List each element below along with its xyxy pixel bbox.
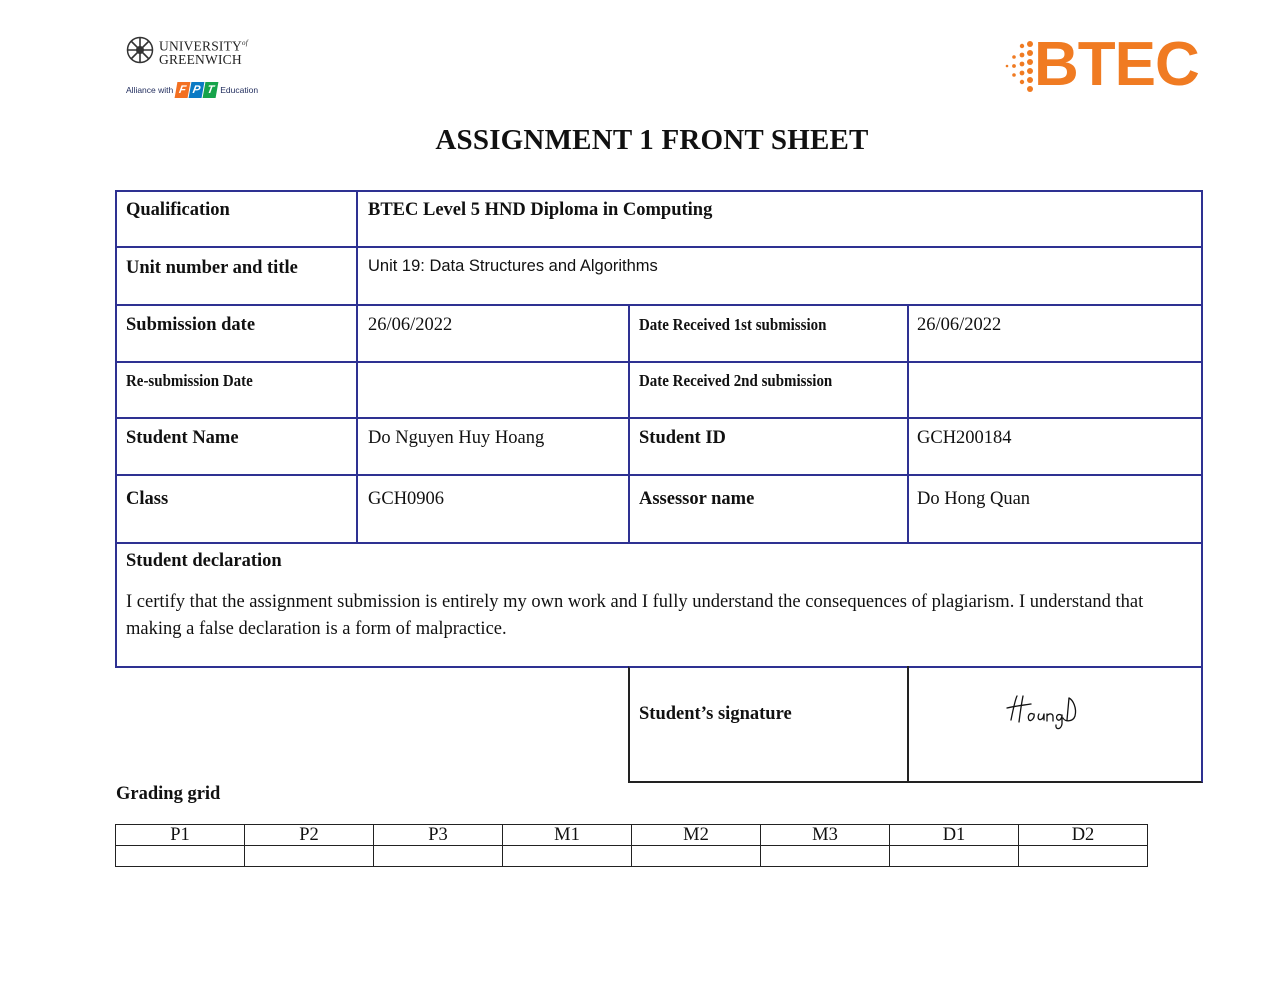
resubmission-date-label: Re-submission Date xyxy=(126,371,253,390)
student-name-label: Student Name xyxy=(126,428,239,448)
page-title: ASSIGNMENT 1 FRONT SHEET xyxy=(435,124,869,156)
unit-label: Unit number and title xyxy=(126,258,298,278)
row-divider xyxy=(115,417,1203,419)
grade-cell xyxy=(503,846,632,867)
student-id-value: GCH200184 xyxy=(917,428,1012,448)
signature-label: Student’s signature xyxy=(639,704,792,724)
unit-value: Unit 19: Data Structures and Algorithms xyxy=(368,257,658,275)
submission-date-label: Submission date xyxy=(126,315,256,335)
date-received-2nd-label: Date Received 2nd submission xyxy=(639,371,833,390)
grade-header-m3: M3 xyxy=(761,825,890,846)
university-name: $UNIVERSITY^{of}$ GREENWICH xyxy=(159,38,248,67)
date-received-1st-value: 26/06/2022 xyxy=(917,315,1002,335)
grade-header-m1: M1 xyxy=(503,825,632,846)
grading-grid xyxy=(115,824,1148,867)
row-divider xyxy=(115,474,1203,476)
assessor-label: Assessor name xyxy=(639,489,755,509)
qualification-label: Qualification xyxy=(126,200,230,220)
date-received-1st-label: Date Received 1st submission xyxy=(639,315,827,334)
column-divider xyxy=(907,666,909,783)
qualification-value: BTEC Level 5 HND Diploma in Computing xyxy=(368,200,713,220)
grade-header-m2: M2 xyxy=(632,825,761,846)
row-divider xyxy=(115,246,1203,248)
grade-header-p2: P2 xyxy=(245,825,374,846)
column-divider xyxy=(628,304,630,543)
btec-dots-icon xyxy=(1000,38,1036,94)
declaration-text: I certify that the assignment submission is entirely my own work and I fully understand the consequences of plagiarism. I understand that making a false declaration is a form of malpractice. xyxy=(126,592,1144,639)
fpt-logo: F P T xyxy=(176,82,217,98)
signature-icon xyxy=(1003,690,1099,734)
grade-header-p1: P1 xyxy=(116,825,245,846)
btec-wordmark: BTEC xyxy=(1034,30,1199,99)
grade-header-d1: D1 xyxy=(890,825,1019,846)
assessor-value: Do Hong Quan xyxy=(917,489,1031,509)
grading-value-row xyxy=(116,846,1148,867)
class-label: Class xyxy=(126,489,169,509)
declaration-heading: Student declaration xyxy=(126,551,282,571)
student-name-value: Do Nguyen Huy Hoang xyxy=(368,428,545,448)
grade-cell xyxy=(1019,846,1148,867)
row-divider xyxy=(115,304,1203,306)
student-signature xyxy=(1003,690,1099,739)
grade-header-p3: P3 xyxy=(374,825,503,846)
btec-logo xyxy=(1000,30,1200,99)
column-divider xyxy=(356,190,358,543)
grade-cell xyxy=(761,846,890,867)
grade-cell xyxy=(890,846,1019,867)
submission-date-value: 26/06/2022 xyxy=(368,315,453,335)
grade-header-d2: D2 xyxy=(1019,825,1148,846)
column-divider xyxy=(907,304,909,543)
grade-cell xyxy=(245,846,374,867)
class-value: GCH0906 xyxy=(368,489,445,509)
fpt-alliance: Alliance with F P T Education xyxy=(126,84,259,96)
grade-cell xyxy=(374,846,503,867)
grading-grid-heading: Grading grid xyxy=(116,784,221,804)
grade-cell xyxy=(116,846,245,867)
grade-cell xyxy=(632,846,761,867)
university-emblem-icon xyxy=(126,36,154,64)
student-id-label: Student ID xyxy=(639,428,726,448)
grading-header-row xyxy=(116,825,1148,846)
row-divider xyxy=(115,542,1203,544)
row-divider xyxy=(115,361,1203,363)
university-of-greenwich-logo xyxy=(126,36,266,100)
